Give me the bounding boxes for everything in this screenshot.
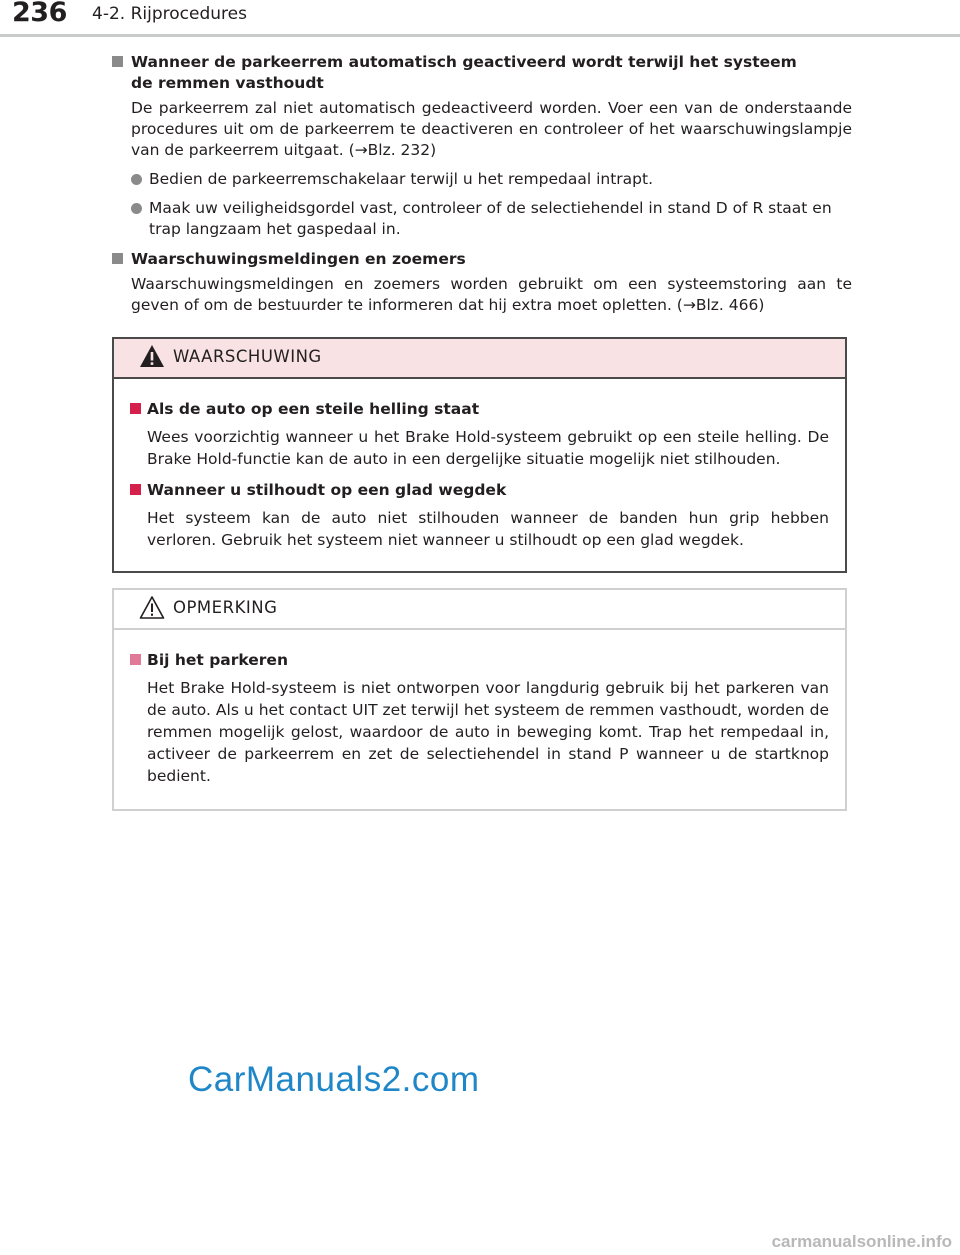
warning-box <box>112 337 847 573</box>
page-number: 236 <box>12 0 67 28</box>
note-item-heading-text: Bij het parkeren <box>147 651 288 669</box>
header-rule <box>0 34 960 37</box>
square-bullet-icon <box>130 403 141 414</box>
round-bullet-icon <box>131 174 142 185</box>
warning-item-heading <box>130 399 829 420</box>
section-heading-warnings <box>112 249 852 270</box>
warning-item-heading-text: Als de auto op een steile helling staat <box>147 400 480 418</box>
square-bullet-icon <box>130 484 141 495</box>
main-content <box>112 46 852 316</box>
square-bullet-icon <box>130 654 141 665</box>
list-item-text: Bedien de parkeerremschakelaar terwijl u het rempedaal intrapt. <box>149 170 654 188</box>
warning-box-body <box>114 379 845 551</box>
warning-item-heading-text: Wanneer u stilhoudt op een glad wegdek <box>147 481 507 499</box>
square-bullet-icon <box>112 56 123 67</box>
square-bullet-icon <box>112 253 123 264</box>
note-item-heading <box>130 650 829 671</box>
list-item <box>112 169 852 190</box>
paragraph: De parkeerrem zal niet automatisch gedeactiveerd worden. Voer een van de onderstaande procedures uit om de parkeerrem te deactiveren en controleer of het waarschuwingslampje van de parkeerrem uitgaat. (→Blz. 232) <box>131 99 852 159</box>
warning-item-text: Het systeem kan de auto niet stilhouden wanneer de banden hun grip hebben verloren. Gebruik het systeem niet wanneer u stilhoudt op een glad wegdek. <box>147 509 829 549</box>
warning-box-header <box>114 339 845 379</box>
section-title: 4-2. Rijprocedures <box>92 4 247 24</box>
note-box-header <box>114 590 845 630</box>
note-item-text: Het Brake Hold-systeem is niet ontworpen voor langdurig gebruik bij het parkeren van de auto. Als u het contact UIT zet terwijl het systeem de remmen vasthoudt, worden de remmen mogelijk gelost, waardoor de auto in beweging komt. Trap het rempedaal in, activeer de parkeerrem en zet de selectiehendel in stand P wanneer u de startknop bedient. <box>147 679 829 785</box>
watermark-link[interactable]: CarManuals2.com <box>188 1060 480 1099</box>
note-box <box>112 588 847 811</box>
caution-triangle-icon <box>139 595 165 619</box>
round-bullet-icon <box>131 203 142 214</box>
heading-line-2: de remmen vasthoudt <box>131 74 324 92</box>
note-box-body <box>114 630 845 787</box>
warning-item-text: Wees voorzichtig wanneer u het Brake Hold-systeem gebruikt op een steile helling. De Brake Hold-functie kan de auto in een dergelijke situatie mogelijk niet stilhouden. <box>147 428 829 468</box>
list-item-text: Maak uw veiligheidsgordel vast, controleer of de selectiehendel in stand D of R staat en trap langzaam het gaspedaal in. <box>149 199 832 238</box>
list-item <box>112 198 852 240</box>
heading-text: Waarschuwingsmeldingen en zoemers <box>131 250 466 268</box>
warning-box-title: WAARSCHUWING <box>173 347 322 366</box>
paragraph: Waarschuwingsmeldingen en zoemers worden gebruikt om een systeemstoring aan te geven of om de bestuurder te informeren dat hij extra moet opletten. (→Blz. 466) <box>131 275 852 314</box>
heading-line-1: Wanneer de parkeerrem automatisch geactiveerd wordt terwijl het systeem <box>131 53 797 71</box>
warning-item-heading <box>130 480 829 501</box>
section-heading-parking-brake <box>112 52 852 94</box>
warning-triangle-icon <box>139 344 165 368</box>
footer-link[interactable]: carmanualsonline.info <box>771 1232 952 1251</box>
note-box-title: OPMERKING <box>173 598 278 617</box>
